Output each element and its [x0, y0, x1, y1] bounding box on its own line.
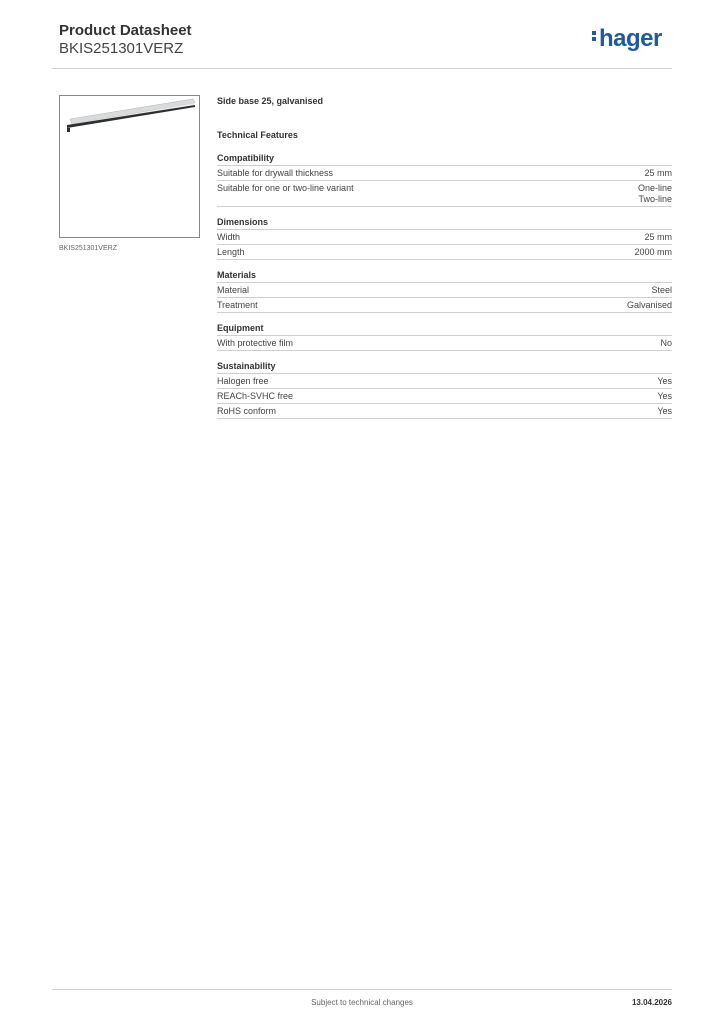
hager-logo — [592, 27, 662, 51]
feature-label: RoHS conform — [217, 406, 277, 416]
feature-value — [651, 285, 672, 296]
section-title: Equipment — [217, 323, 672, 336]
feature-value-line: No — [660, 338, 672, 348]
product-image — [59, 95, 200, 238]
section-title: Sustainability — [217, 361, 672, 374]
feature-value — [644, 168, 672, 179]
product-code: BKIS251301VERZ — [59, 40, 184, 57]
feature-row — [217, 336, 672, 351]
feature-value-line: Galvanised — [626, 300, 672, 310]
technical-features-heading: Technical Features — [217, 130, 298, 140]
feature-label: Width — [217, 232, 241, 242]
feature-row — [217, 283, 672, 298]
feature-value-line: Steel — [651, 285, 672, 295]
feature-sections — [217, 153, 672, 419]
footer-note: Subject to technical changes — [311, 998, 413, 1007]
feature-row — [217, 389, 672, 404]
feature-value-line: Yes — [657, 376, 672, 386]
feature-label: With protective film — [217, 338, 294, 348]
feature-value-line: Yes — [657, 406, 672, 416]
section-equipment — [217, 323, 672, 351]
feature-value — [644, 232, 672, 243]
feature-value-line: 2000 mm — [634, 247, 672, 257]
section-sustainability — [217, 361, 672, 419]
section-dimensions — [217, 217, 672, 260]
feature-value — [660, 338, 672, 349]
feature-value — [657, 406, 672, 417]
feature-value-line: Two-line — [638, 194, 672, 204]
feature-row — [217, 374, 672, 389]
feature-row — [217, 298, 672, 313]
logo-text: hager — [599, 25, 662, 52]
feature-value — [634, 247, 672, 258]
feature-value — [657, 376, 672, 387]
feature-label: Suitable for one or two-line variant — [217, 183, 354, 193]
feature-value-line: One-line — [637, 183, 672, 193]
feature-value — [657, 391, 672, 402]
feature-label: Halogen free — [217, 376, 269, 386]
feature-row — [217, 245, 672, 260]
feature-label: Treatment — [217, 300, 258, 310]
section-title: Dimensions — [217, 217, 672, 230]
feature-label: Material — [217, 285, 250, 295]
footer-date: 13.04.2026 — [631, 998, 672, 1007]
section-materials — [217, 270, 672, 313]
feature-row — [217, 166, 672, 181]
feature-value-line: Yes — [657, 391, 672, 401]
header-divider — [52, 68, 672, 69]
side-base-rail-icon — [60, 96, 199, 237]
logo-dots-icon — [592, 29, 597, 43]
datasheet-content — [217, 96, 672, 429]
section-title: Materials — [217, 270, 672, 283]
feature-row — [217, 230, 672, 245]
section-compatibility — [217, 153, 672, 207]
feature-label: Length — [217, 247, 245, 257]
feature-value — [627, 300, 672, 311]
feature-value — [638, 183, 672, 205]
image-caption: BKIS251301VERZ — [59, 245, 117, 252]
document-title: Product Datasheet — [59, 22, 192, 39]
feature-label: Suitable for drywall thickness — [217, 168, 334, 178]
feature-value-line: 25 mm — [644, 168, 672, 178]
feature-row — [217, 181, 672, 207]
footer-divider — [52, 989, 672, 990]
feature-row — [217, 404, 672, 419]
feature-value-line: 25 mm — [644, 232, 672, 242]
product-name: Side base 25, galvanised — [217, 96, 324, 106]
section-title: Compatibility — [217, 153, 672, 166]
feature-label: REACh-SVHC free — [217, 391, 294, 401]
